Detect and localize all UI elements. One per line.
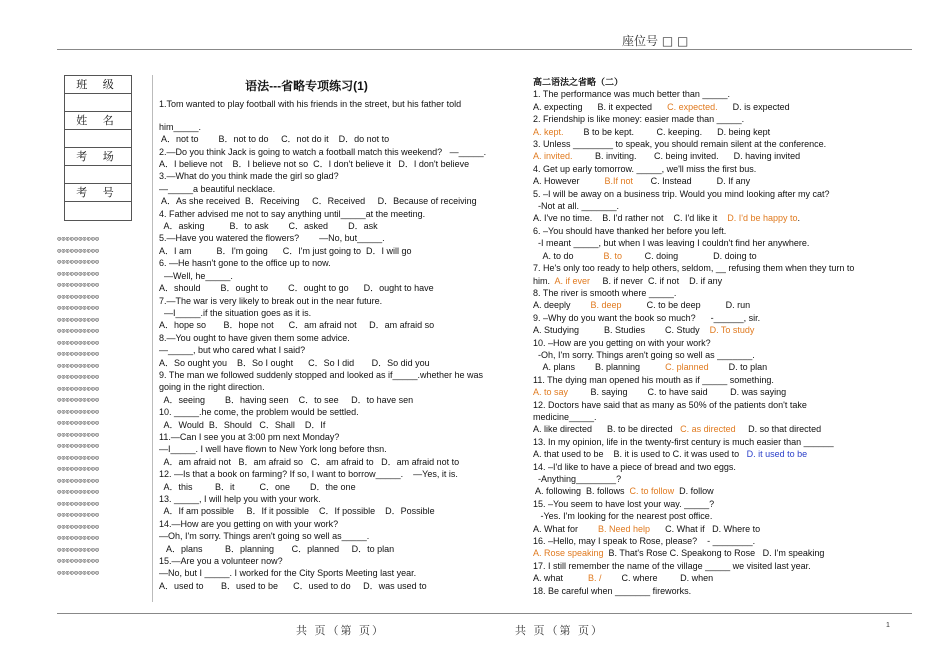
question-text: 14. –I'd like to have a piece of bread and two eggs. bbox=[533, 461, 736, 472]
dot-row: ⊙⊙⊙⊙⊙⊙⊙⊙⊙⊙ bbox=[57, 511, 100, 519]
binder-cell: 考 场 bbox=[65, 148, 131, 166]
dot-row: ⊙⊙⊙⊙⊙⊙⊙⊙⊙⊙ bbox=[57, 499, 100, 508]
question-line bbox=[533, 237, 883, 249]
question-text: 9. –Why do you want the book so much? -______, sir. bbox=[533, 312, 761, 323]
question-line: —Oh, I'm sorry. Things aren't going so well as_____. bbox=[159, 531, 370, 542]
question-line bbox=[533, 212, 883, 224]
question-text: A. what bbox=[533, 573, 589, 584]
answer-highlight: C. expected. bbox=[667, 101, 718, 112]
dot-row: ⊙⊙⊙⊙⊙⊙⊙⊙⊙⊙ bbox=[57, 292, 100, 301]
question-line: A．am afraid not B．am afraid so C．am afraid to D．am afraid not to bbox=[159, 456, 460, 467]
question-line: 3.—What do you think made the girl so glad? bbox=[159, 171, 339, 182]
right-column bbox=[533, 76, 883, 597]
question-text: A. Studying B. Studies C. Study bbox=[533, 325, 710, 336]
question-text: 12. Doctors have said that as many as 50% of the patients don't take bbox=[533, 399, 807, 410]
question-line bbox=[533, 188, 883, 200]
answer-highlight: B. / bbox=[588, 573, 602, 584]
answer-highlight: B. deep bbox=[590, 300, 622, 311]
right-questions bbox=[533, 88, 883, 597]
question-line: A．If am possible B．If it possible C．If possible D．Possible bbox=[159, 506, 435, 517]
dot-row: ⊙⊙⊙⊙⊙⊙⊙⊙⊙⊙ bbox=[57, 338, 100, 347]
dot-row: ⊙⊙⊙⊙⊙⊙⊙⊙⊙⊙ bbox=[57, 269, 100, 278]
question-text: . bbox=[797, 213, 801, 224]
question-line bbox=[533, 473, 883, 485]
footer-rule bbox=[57, 613, 912, 614]
question-line bbox=[533, 287, 883, 299]
footer-left: 共 页（第 页） bbox=[296, 624, 385, 637]
question-line bbox=[159, 111, 509, 121]
question-line bbox=[533, 262, 883, 274]
answer-highlight: D. it used to be bbox=[746, 449, 808, 460]
question-line bbox=[533, 461, 883, 473]
question-text: him. bbox=[533, 275, 555, 286]
binder-cell bbox=[65, 94, 131, 112]
question-line bbox=[533, 423, 883, 435]
dot-row: ⊙⊙⊙⊙⊙⊙⊙⊙⊙⊙ bbox=[57, 327, 100, 335]
question-line: A．Would B．Should C．Shall D．If bbox=[159, 419, 326, 430]
question-line: going in the right direction. bbox=[159, 382, 265, 393]
binder-cell bbox=[65, 130, 131, 148]
question-text: C. What if D. Where to bbox=[650, 523, 761, 534]
question-line: —Well, he_____. bbox=[159, 270, 233, 281]
question-text: 17. I still remember the name of the village _____ we visited last year. bbox=[533, 560, 811, 571]
question-line: 10. _____.he come, the problem would be settled. bbox=[159, 407, 359, 418]
question-line bbox=[533, 585, 883, 597]
question-line bbox=[533, 312, 883, 324]
answer-highlight: B. Need help bbox=[598, 523, 651, 534]
question-text: 6. –You should have thanked her before you left. bbox=[533, 225, 727, 236]
answer-highlight: A. to say bbox=[533, 387, 569, 398]
question-line bbox=[533, 138, 883, 150]
question-line bbox=[533, 498, 883, 510]
dot-row: ⊙⊙⊙⊙⊙⊙⊙⊙⊙⊙ bbox=[57, 384, 100, 393]
question-line: 12. —Is that a book on farming? If so, I want to borrow_____. —Yes, it is. bbox=[159, 469, 458, 480]
dot-row: ⊙⊙⊙⊙⊙⊙⊙⊙⊙⊙ bbox=[57, 430, 100, 439]
question-text: 15. –You seem to have lost your way. _____? bbox=[533, 498, 715, 509]
answer-highlight: A. if ever bbox=[554, 275, 591, 286]
answer-highlight: D. I'd be happy to bbox=[727, 213, 798, 224]
question-line bbox=[533, 324, 883, 336]
seat-number-label: 座位号 □ □ bbox=[622, 34, 689, 48]
answer-highlight: A. invited. bbox=[533, 151, 573, 162]
question-text: B. That's Rose C. Speakong to Rose D. I'm speaking bbox=[603, 548, 825, 559]
question-text: 1. The performance was much better than _____. bbox=[533, 89, 730, 100]
question-line bbox=[533, 349, 883, 361]
question-line: A．used to B．used to be C．used to do D．was used to bbox=[159, 580, 427, 591]
dot-row: ⊙⊙⊙⊙⊙⊙⊙⊙⊙⊙ bbox=[57, 235, 100, 243]
question-text: -Anything________? bbox=[533, 474, 622, 484]
question-line bbox=[533, 485, 883, 497]
question-line bbox=[533, 535, 883, 547]
question-line: 6. —He hasn't gone to the office up to now. bbox=[159, 258, 331, 269]
question-text: A. I've no time. B. I'd rather not C. I'd like it bbox=[533, 213, 728, 224]
dot-row: ⊙⊙⊙⊙⊙⊙⊙⊙⊙⊙ bbox=[57, 407, 100, 416]
question-line bbox=[533, 411, 883, 423]
answer-highlight: B.If not bbox=[604, 176, 634, 187]
dot-row: ⊙⊙⊙⊙⊙⊙⊙⊙⊙⊙ bbox=[57, 281, 100, 289]
question-line: A．I am B．I'm going C．I'm just going to D．I will go bbox=[159, 245, 412, 256]
dot-row: ⊙⊙⊙⊙⊙⊙⊙⊙⊙⊙ bbox=[57, 315, 100, 324]
question-line: 2.—Do you think Jack is going to watch a football match this weekend? —_____. bbox=[159, 146, 487, 157]
question-text: A. plans B. planning bbox=[533, 362, 666, 373]
left-column bbox=[159, 80, 509, 592]
question-line: —No, but I _____. I worked for the City Sports Meeting last year. bbox=[159, 568, 417, 579]
question-line: 15.—Are you a volunteer now? bbox=[159, 556, 283, 567]
question-text: C. doing D. doing to bbox=[622, 250, 757, 261]
question-line bbox=[533, 88, 883, 100]
question-line: 11.—Can I see you at 3:00 pm next Monday? bbox=[159, 431, 340, 442]
question-line: A．this B．it C．one D．the one bbox=[159, 481, 356, 492]
answer-highlight: C. as directed bbox=[680, 424, 736, 435]
question-text: 10. –How are you getting on with your work? bbox=[533, 337, 711, 348]
question-text: A. to do bbox=[533, 250, 604, 261]
question-line bbox=[533, 386, 883, 398]
question-text: 4. Get up early tomorrow. _____, we'll miss the first bus. bbox=[533, 163, 757, 174]
question-text: -Not at all. _______. bbox=[533, 201, 620, 212]
page-number: 1 bbox=[886, 622, 890, 629]
question-line: 5.—Have you watered the flowers? —No, but_____. bbox=[159, 233, 385, 244]
question-text: A. However bbox=[533, 176, 605, 187]
dot-row: ⊙⊙⊙⊙⊙⊙⊙⊙⊙⊙ bbox=[57, 246, 100, 255]
question-text: 5. –I will be away on a business trip. Would you mind looking after my cat? bbox=[533, 188, 830, 199]
binder-cell bbox=[65, 166, 131, 184]
dot-row: ⊙⊙⊙⊙⊙⊙⊙⊙⊙⊙ bbox=[57, 361, 100, 370]
question-text: D. is expected bbox=[717, 101, 790, 112]
question-line: 1.Tom wanted to play football with his friends in the street, but his father told bbox=[159, 99, 462, 110]
question-line bbox=[533, 361, 883, 373]
question-line bbox=[533, 113, 883, 125]
question-line bbox=[533, 225, 883, 237]
question-line: A．I believe not B．I believe not so C．I don't believe it D．I don't believe bbox=[159, 159, 470, 170]
question-line: him_____. bbox=[159, 121, 202, 132]
question-text: 16. –Hello, may I speak to Rose, please? - ________. bbox=[533, 536, 756, 547]
question-text: -Oh, I'm sorry. Things aren't going so well as _______. bbox=[533, 349, 755, 360]
answer-highlight: D. To study bbox=[709, 325, 755, 336]
question-line: A．So ought you B．So I ought C．So I did D．So did you bbox=[159, 357, 430, 368]
dot-row: ⊙⊙⊙⊙⊙⊙⊙⊙⊙⊙ bbox=[57, 522, 100, 531]
question-text: B. saying C. to have said D. was saying bbox=[568, 387, 787, 398]
question-line: A．plans B．planning C．planned D．to plan bbox=[159, 543, 395, 554]
left-questions bbox=[159, 98, 509, 592]
question-line: A．asking B．to ask C．asked D．ask bbox=[159, 221, 378, 232]
footer-right: 共 页（第 页） bbox=[515, 624, 604, 637]
question-line bbox=[533, 436, 883, 448]
question-line: 13. _____, I will help you with your work. bbox=[159, 494, 321, 504]
question-line: A．hope so B．hope not C．am afraid not D．am afraid so bbox=[159, 320, 435, 331]
question-text: A. like directed B. to be directed bbox=[533, 424, 681, 435]
student-info-box bbox=[64, 75, 132, 221]
right-title: 高二语法之省略（二） bbox=[533, 77, 624, 87]
dot-row: ⊙⊙⊙⊙⊙⊙⊙⊙⊙⊙ bbox=[57, 419, 100, 427]
question-text: A. expecting B. it expected bbox=[533, 101, 668, 112]
question-text: B. inviting. C. being invited. D. having invited bbox=[572, 151, 801, 162]
dot-row: ⊙⊙⊙⊙⊙⊙⊙⊙⊙⊙ bbox=[57, 557, 100, 565]
question-text: 13. In my opinion, life in the twenty-first century is much easier than ______ bbox=[533, 436, 834, 447]
question-line bbox=[533, 547, 883, 559]
question-text: D. follow bbox=[674, 486, 714, 497]
answer-highlight: A. Rose speaking bbox=[533, 548, 604, 559]
question-line: 9. The man we followed suddenly stopped and looked as if_____.whether he was bbox=[159, 369, 484, 380]
dot-row: ⊙⊙⊙⊙⊙⊙⊙⊙⊙⊙ bbox=[57, 350, 100, 358]
dot-row: ⊙⊙⊙⊙⊙⊙⊙⊙⊙⊙ bbox=[57, 396, 100, 404]
dot-row: ⊙⊙⊙⊙⊙⊙⊙⊙⊙⊙ bbox=[57, 476, 100, 485]
question-line: —I_____. I well have flown to New York long before thsn. bbox=[159, 444, 387, 455]
dot-row: ⊙⊙⊙⊙⊙⊙⊙⊙⊙⊙ bbox=[57, 258, 100, 266]
question-text: -I meant _____, but when I was leaving I couldn't find her anywhere. bbox=[533, 238, 810, 249]
question-text: A. deeply bbox=[533, 300, 591, 311]
question-line: —_____a beautiful necklace. bbox=[159, 183, 276, 194]
question-line bbox=[533, 175, 883, 187]
question-line bbox=[533, 337, 883, 349]
binder-cell: 考 号 bbox=[65, 184, 131, 202]
question-line: A．not to B．not to do C．not do it D．do not to bbox=[159, 134, 390, 145]
question-line: A．should B．ought to C．ought to go D．ought to have bbox=[159, 283, 434, 294]
question-line bbox=[533, 163, 883, 175]
question-text: 11. The dying man opened his mouth as if _____ something. bbox=[533, 374, 774, 385]
question-line bbox=[533, 523, 883, 535]
answer-highlight: A. kept. bbox=[533, 126, 564, 137]
header-rule bbox=[57, 49, 912, 50]
question-line bbox=[533, 101, 883, 113]
dot-row: ⊙⊙⊙⊙⊙⊙⊙⊙⊙⊙ bbox=[57, 568, 100, 577]
dot-row: ⊙⊙⊙⊙⊙⊙⊙⊙⊙⊙ bbox=[57, 453, 100, 462]
dot-row: ⊙⊙⊙⊙⊙⊙⊙⊙⊙⊙ bbox=[57, 534, 100, 542]
question-text: 7. He's only too ready to help others, seldom, __ refusing them when they turn to bbox=[533, 263, 855, 274]
question-line: 8.—You ought to have given them some advice. bbox=[159, 332, 350, 343]
question-line bbox=[533, 560, 883, 572]
left-title: 语法---省略专项练习(1) bbox=[245, 79, 368, 93]
answer-highlight: C. planned bbox=[665, 362, 709, 373]
question-text: A. What for bbox=[533, 523, 599, 534]
question-line: —I_____.if the situation goes as it is. bbox=[159, 307, 312, 318]
question-text: C. to be deep D. run bbox=[621, 300, 751, 311]
question-line bbox=[533, 150, 883, 162]
question-line: —_____, but who cared what I said? bbox=[159, 345, 306, 356]
question-line bbox=[533, 374, 883, 386]
question-line bbox=[533, 126, 883, 138]
binding-divider bbox=[152, 75, 153, 602]
question-text: D. to plan bbox=[708, 362, 768, 373]
dot-row: ⊙⊙⊙⊙⊙⊙⊙⊙⊙⊙ bbox=[57, 465, 100, 473]
question-text: 3. Unless ________ to speak, you should remain silent at the conference. bbox=[533, 139, 827, 150]
binding-dots bbox=[57, 234, 143, 579]
question-line bbox=[533, 399, 883, 411]
question-line bbox=[533, 510, 883, 522]
question-line bbox=[533, 299, 883, 311]
question-text: A. following B. follows bbox=[533, 486, 630, 497]
question-text: D. so that directed bbox=[735, 424, 822, 435]
dot-row: ⊙⊙⊙⊙⊙⊙⊙⊙⊙⊙ bbox=[57, 545, 100, 554]
question-line bbox=[533, 250, 883, 262]
question-line: 7.—The war is very likely to break out in the near future. bbox=[159, 295, 383, 306]
question-line: A．As she received B．Receiving C．Received D．Because of receiving bbox=[159, 196, 477, 207]
answer-highlight: B. to bbox=[603, 250, 623, 261]
question-line: A．seeing B．having seen C．to see D．to have sen bbox=[159, 394, 414, 405]
binder-cell: 姓 名 bbox=[65, 112, 131, 130]
question-text: B to be kept. C. keeping. D. being kept bbox=[563, 126, 771, 137]
question-line bbox=[533, 448, 883, 460]
dot-row: ⊙⊙⊙⊙⊙⊙⊙⊙⊙⊙ bbox=[57, 488, 100, 496]
question-line bbox=[533, 200, 883, 212]
question-line: 4. Father advised me not to say anything until_____at the meeting. bbox=[159, 208, 426, 219]
dot-row: ⊙⊙⊙⊙⊙⊙⊙⊙⊙⊙ bbox=[57, 304, 100, 312]
question-text: 8. The river is smooth where _____. bbox=[533, 287, 677, 298]
binder-cell: 班 级 bbox=[65, 76, 131, 94]
question-line bbox=[533, 572, 883, 584]
question-text: C. where D. when bbox=[601, 573, 714, 584]
dot-row: ⊙⊙⊙⊙⊙⊙⊙⊙⊙⊙ bbox=[57, 373, 100, 381]
question-text: B. if never C. if not D. if any bbox=[590, 275, 723, 286]
question-text: 2. Friendship is like money: easier made than _____. bbox=[533, 114, 745, 125]
answer-highlight: C. to follow bbox=[629, 486, 675, 497]
binder-cell bbox=[65, 202, 131, 220]
question-text: A. that used to be B. it is used to C. it was used to bbox=[533, 449, 747, 460]
question-text: -Yes. I'm looking for the nearest post office. bbox=[533, 511, 713, 522]
question-line bbox=[533, 275, 883, 287]
question-text: 18. Be careful when _______ fireworks. bbox=[533, 585, 692, 596]
question-text: C. Instead D. If any bbox=[633, 176, 751, 187]
question-text: medicine_____. bbox=[533, 411, 597, 422]
dot-row: ⊙⊙⊙⊙⊙⊙⊙⊙⊙⊙ bbox=[57, 442, 100, 450]
question-line: 14.—How are you getting on with your work? bbox=[159, 518, 339, 529]
